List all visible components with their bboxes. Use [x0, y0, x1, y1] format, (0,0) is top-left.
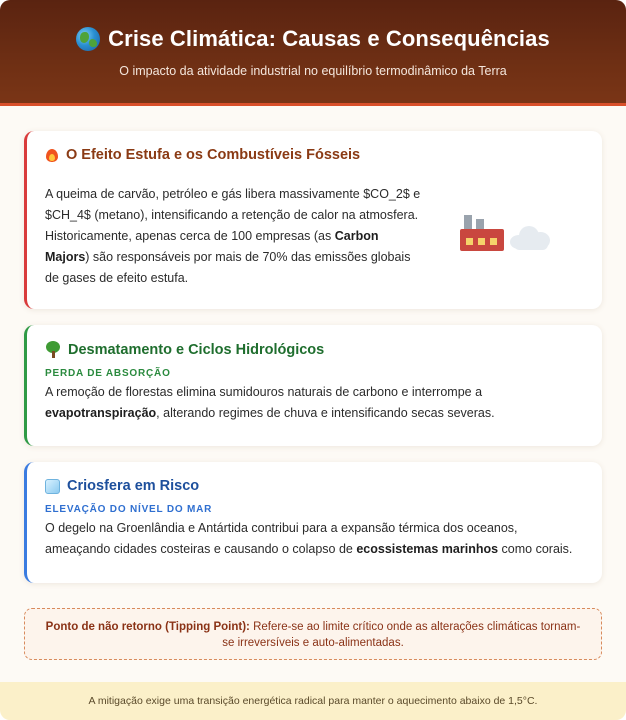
cloud-icon: [508, 223, 552, 251]
card-deforestation: [24, 325, 602, 446]
fire-icon: [45, 147, 59, 163]
card-body-highlight: ecossistemas marinhos: [356, 542, 499, 556]
card-title: [45, 147, 582, 163]
ice-icon: [45, 479, 60, 494]
footer-text: A mitigação exige uma transição energética radical para manter o aquecimento abaixo de 1,5°C.: [88, 695, 538, 707]
card-tag: PERDA DE ABSORÇÃO: [45, 368, 171, 379]
card-title-text: Criosfera em Risco: [67, 478, 200, 494]
card-body: [45, 518, 582, 560]
card-body: [45, 382, 582, 424]
card-cryosphere: [24, 462, 602, 583]
tree-icon: [45, 341, 61, 358]
card-body-highlight: Carbon Majors: [45, 229, 379, 264]
card-tag: ELEVAÇÃO DO NÍVEL DO MAR: [45, 504, 213, 515]
tipping-point-label: Ponto de não retorno (Tipping Point):: [45, 621, 250, 633]
card-title: [45, 341, 582, 358]
card-title: [45, 478, 582, 494]
card-body-text: como corais.: [498, 542, 573, 556]
tipping-point-text: Refere-se ao limite crítico onde as alterações climáticas tornam-se irreversíveis e auto-alimentadas.: [222, 621, 581, 649]
tipping-point-note: [24, 608, 602, 660]
card-body-highlight: evapotranspiração: [45, 406, 157, 420]
card-body-text: O degelo na Groenlândia e Antártida contribui para a expansão térmica dos oceanos, ameaçando cidades costeiras e causando o colapso de: [45, 521, 518, 556]
globe-icon: [76, 27, 100, 51]
card-title-text: O Efeito Estufa e os Combustíveis Fósseis: [66, 147, 361, 163]
card-body: [45, 184, 425, 289]
card-body-text: A remoção de florestas elimina sumidouros naturais de carbono e interrompe a: [45, 385, 483, 399]
header: [0, 0, 626, 106]
card-body-text: A queima de carvão, petróleo e gás libera massivamente $CO_2$ e $CH_4$ (metano), intensificando a retenção de calor na atmosfera. Historicamente, apenas cerca de 100 empresas (as: [45, 187, 421, 243]
footer-bar: [0, 682, 626, 720]
page-title-text: Crise Climática: Causas e Consequências: [108, 26, 550, 51]
card-illustration: [460, 215, 552, 251]
page-subtitle: O impacto da atividade industrial no equilíbrio termodinâmico da Terra: [119, 64, 507, 78]
page-title: [0, 26, 626, 52]
card-body-text: ) são responsáveis por mais de 70% das emissões globais de gases de efeito estufa.: [45, 250, 411, 285]
card-body-text: , alterando regimes de chuva e intensificando secas severas.: [156, 406, 495, 420]
factory-icon: [460, 215, 504, 251]
card-title-text: Desmatamento e Ciclos Hidrológicos: [68, 341, 325, 358]
card-greenhouse-effect: [24, 131, 602, 309]
